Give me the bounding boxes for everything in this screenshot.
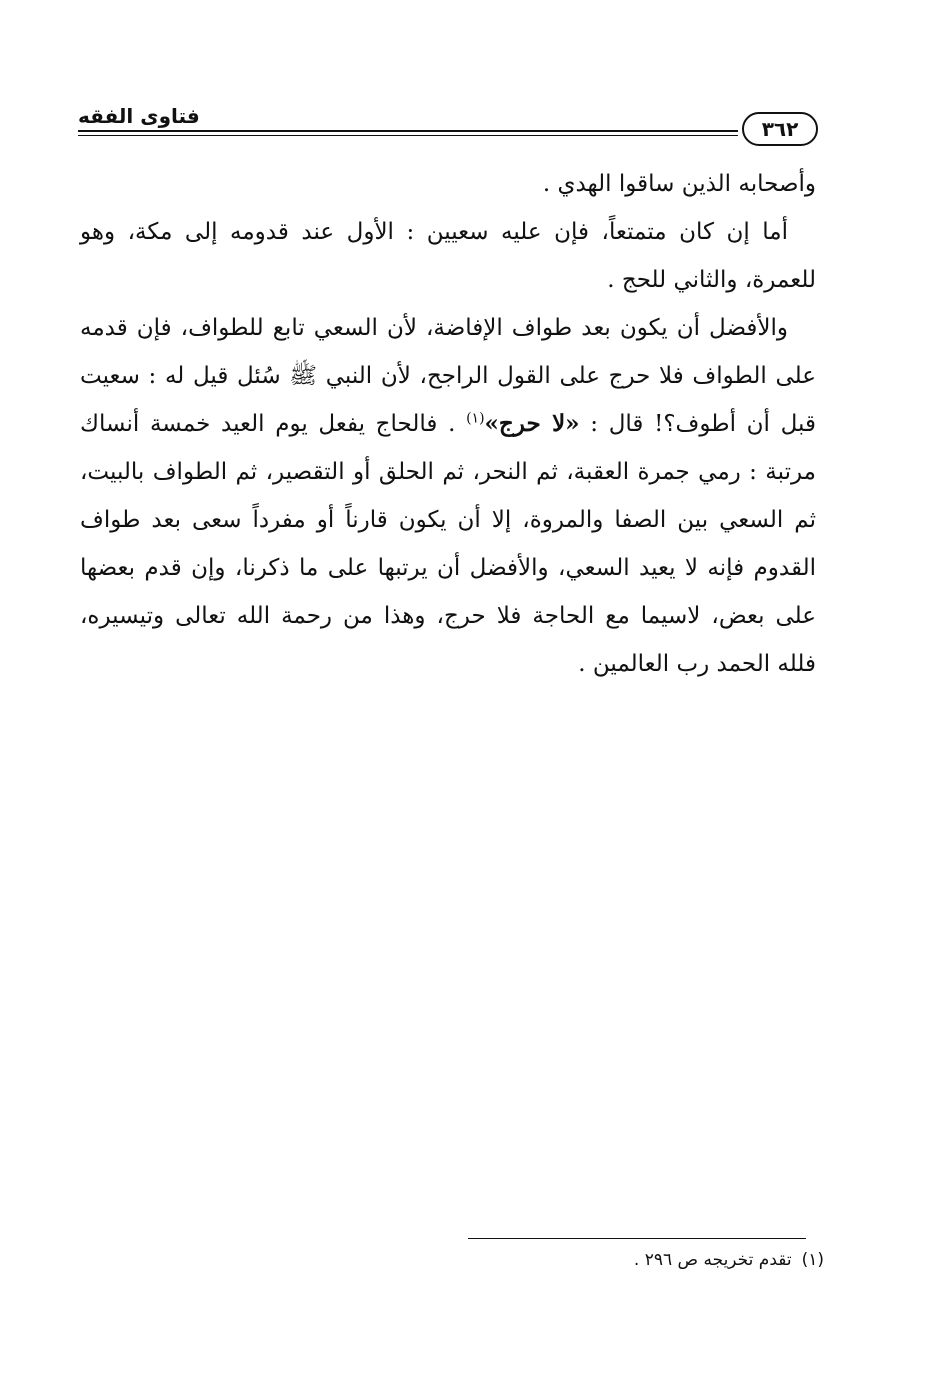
body-text [80,160,816,688]
paragraph-3-text-b: . فالحاج يفعل يوم العيد خمسة أنساك مرتبة : رمي جمرة العقبة، ثم النحر، ثم الحلق أو التقصير، ثم الطواف بالبيت، ثم السعي بين الصفا والمروة، إلا أن يكون قارناً أو مفرداً سعى بعد طواف القدوم فإنه لا يعيد السعي، والأفضل أن يرتبها على ما ذكرنا، وإن قدم بعضها على بعض، لاسيما مع الحاجة فلا حرج، وهذا من رحمة الله تعالى وتيسيره، فلله الحمد رب العالمين . [80,411,816,677]
header-rule [78,130,738,132]
footnote-number: (١) [801,1250,824,1270]
paragraph-3 [80,304,816,688]
paragraph-2: أما إن كان متمتعاً، فإن عليه سعيين : الأول عند قدومه إلى مكة، وهو للعمرة، والثاني للحج . [80,219,816,293]
footnote-reference[interactable]: (١) [466,410,485,427]
paragraph-1: وأصحابه الذين ساقوا الهدي . [542,171,816,197]
book-title: فتاوى الفقه [78,104,200,128]
footnote-text: تقدم تخريجه ص ٢٩٦ . [633,1250,792,1270]
header-rule-thin [78,135,738,136]
page-header [78,100,818,144]
hadith-quote: «لا حرج» [484,410,580,437]
footnote-separator [468,1238,806,1239]
footnote [634,1250,824,1270]
page-number: ٣٦٢ [761,117,799,141]
paragraph-3-text-a: والأفضل أن يكون بعد طواف الإفاضة، لأن السعي تابع للطواف، فإن قدمه على الطواف فلا حرج على القول الراجح، لأن النبي ﷺ سُئل قيل له : سعيت قبل أن أطوف؟! قال : [80,315,816,437]
page-number-badge [742,112,818,146]
